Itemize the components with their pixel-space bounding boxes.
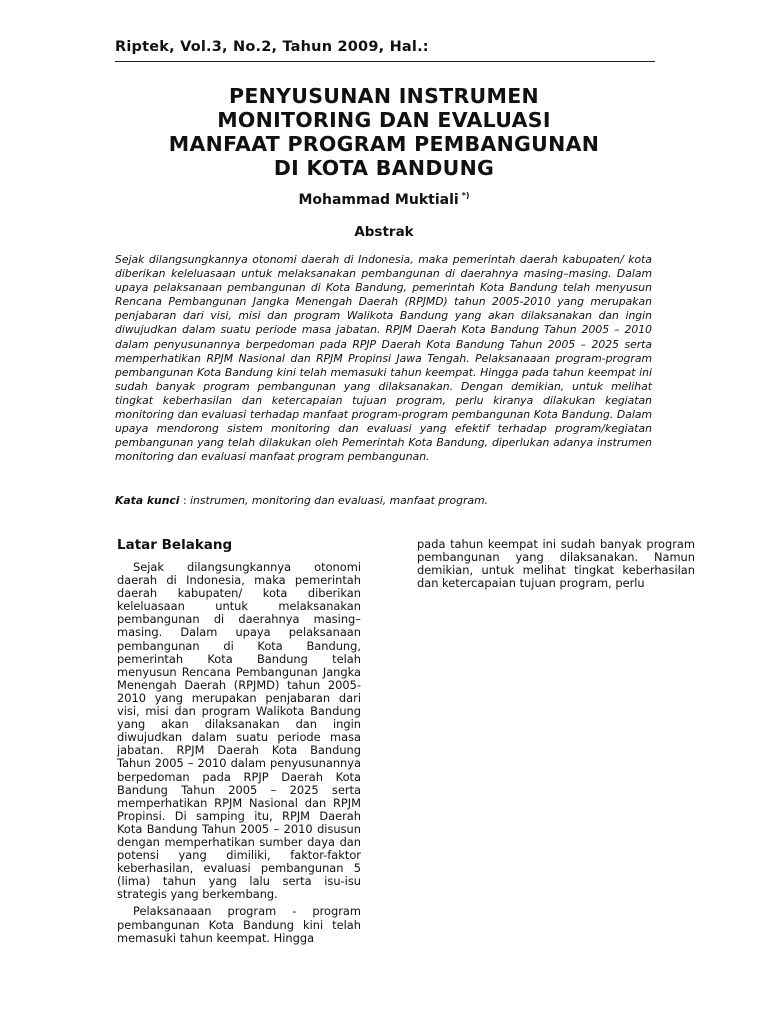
author-footnote-marker: *) xyxy=(461,191,470,200)
title-line: PENYUSUNAN INSTRUMEN xyxy=(229,84,539,108)
body-column-left xyxy=(117,537,361,945)
title-line: MONITORING DAN EVALUASI xyxy=(217,108,551,132)
author-line xyxy=(100,191,668,208)
header-rule xyxy=(115,61,655,62)
title-line: DI KOTA BANDUNG xyxy=(273,156,495,180)
running-head: Riptek, Vol.3, No.2, Tahun 2009, Hal.: xyxy=(115,39,429,55)
body-column-right xyxy=(417,538,695,590)
body-paragraph: Sejak dilangsungkannya otonomi daerah di Indonesia, maka pemerintah daerah kabupaten/ kota diberikan keleluasaan untuk melaksanakan pembangunan di daerahnya masing–masing. Dalam upaya pelaksanaan pembangunan di Kota Bandung, pemerintah Kota Bandung telah menyusun Rencana Pembangunan Jangka Menengah Daerah (RPJMD) tahun 2005-2010 yang merupakan penjabaran dari visi, misi dan program Walikota Bandung yang akan dilaksanakan dan ingin diwujudkan dalam suatu periode masa jabatan. RPJM Daerah Kota Bandung Tahun 2005 – 2010 dalam penyusunannya berpedoman pada RPJP Daerah Kota Bandung Tahun 2005 – 2025 serta memperhatikan RPJM Nasional dan RPJM Propinsi. Di samping itu, RPJM Daerah Kota Bandung Tahun 2005 – 2010 disusun dengan memperhatikan sumber daya dan potensi yang dimiliki, faktor-faktor keberhasilan, evaluasi pembangunan 5 (lima) tahun yang lalu serta isu-isu strategis yang berkembang. xyxy=(117,560,361,902)
body-paragraph: pada tahun keempat ini sudah banyak program pembangunan yang dilaksanakan. Namun demikian, untuk melihat tingkat keberhasilan dan ketercapaian tujuan program, perlu xyxy=(417,537,695,591)
keywords xyxy=(115,494,655,508)
title-line: MANFAAT PROGRAM PEMBANGUNAN xyxy=(168,132,600,156)
keywords-text: instrumen, monitoring dan evaluasi, manfaat program. xyxy=(190,494,489,507)
author-name: Mohammad Muktiali xyxy=(298,192,459,208)
body-paragraph: Pelaksanaaan program - program pembangunan Kota Bandung kini telah memasuki tahun keempat. Hingga xyxy=(117,904,361,945)
abstract-text: Sejak dilangsungkannya otonomi daerah di Indonesia, maka pemerintah daerah kabupaten/ kota diberikan keleluasaan untuk melaksanakan pembangunan di daerahnya masing–masing. Dalam upaya pelaksanaan pembangunan di Kota Bandung, pemerintah Kota Bandung telah menyusun Rencana Pembangunan Jangka Menengah Daerah (RPJMD) tahun 2005-2010 yang merupakan penjabaran dari visi, misi dan program Walikota Bandung yang akan dilaksanakan dan ingin diwujudkan dalam suatu periode masa jabatan. RPJM Daerah Kota Bandung Tahun 2005 – 2010 dalam penyusunannya berpedoman pada RPJP Daerah Kota Bandung Tahun 2005 – 2025 serta memperhatikan RPJM Nasional dan RPJM Propinsi Jawa Tengah. Pelaksanaaan program-program pembangunan Kota Bandung kini telah memasuki tahun keempat. Hingga pada tahun keempat ini sudah banyak program pembangunan yang dilaksanakan. Dengan demikian, untuk melihat tingkat keberhasilan dan ketercapaian tujuan program, perlu kiranya dilakukan kegiatan monitoring dan evaluasi terhadap manfaat program-program pembangunan Kota Bandung. Dalam upaya mendorong sistem monitoring dan evaluasi yang efektif terhadap program/kegiatan pembangunan yang telah dilakukan oleh Pemerintah Kota Bandung, diperlukan adanya instrumen monitoring dan evaluasi manfaat program pembangunan. xyxy=(115,253,652,464)
paper-title xyxy=(100,84,668,180)
keywords-separator: : xyxy=(179,494,191,507)
section-heading: Latar Belakang xyxy=(117,537,233,553)
keywords-label: Kata kunci xyxy=(115,494,180,507)
abstract-heading: Abstrak xyxy=(354,224,414,240)
